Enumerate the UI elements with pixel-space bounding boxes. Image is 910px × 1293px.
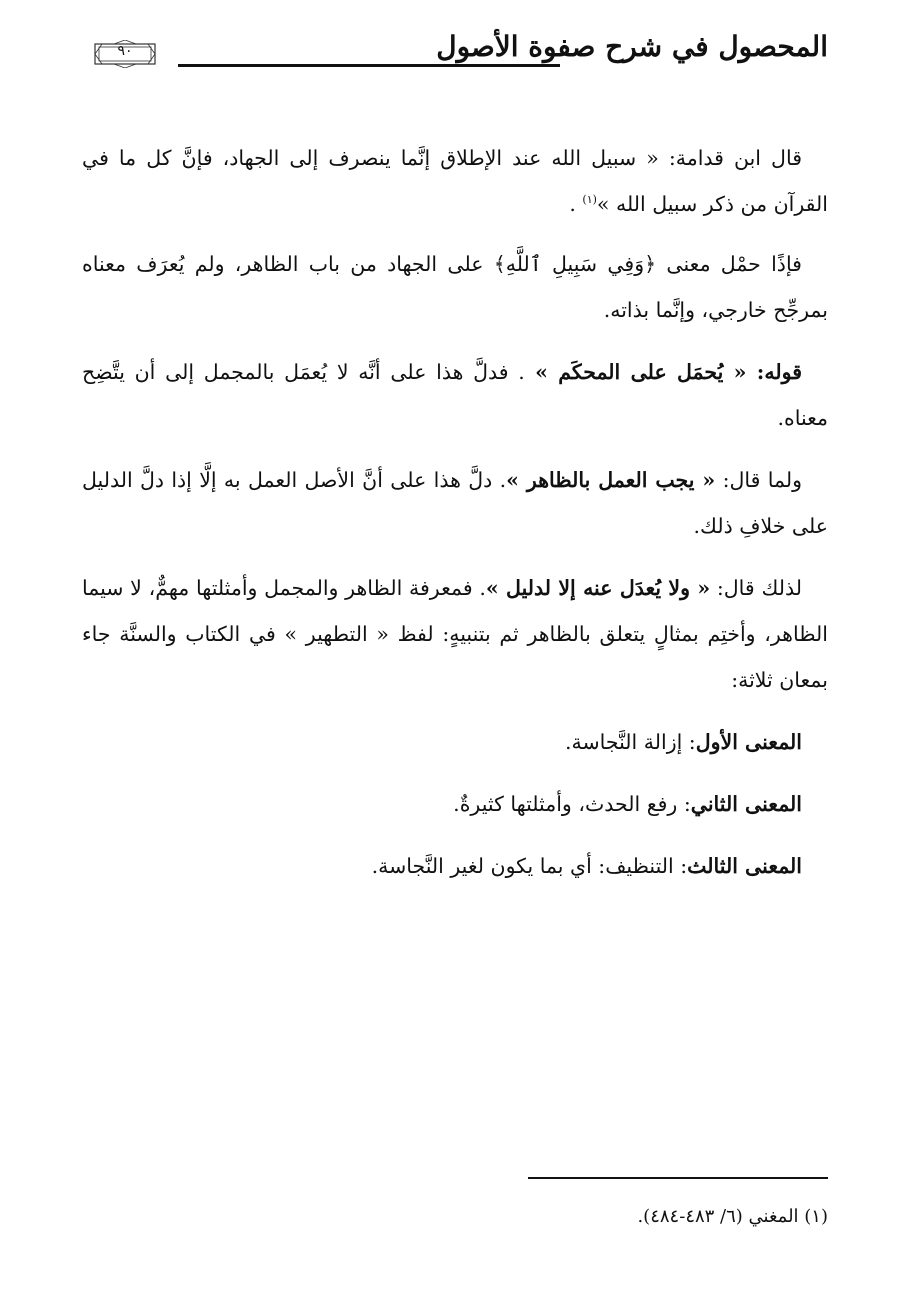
page-number-frame — [94, 40, 156, 68]
paragraph-text: على الجهاد من باب الظاهر، ولم يُعرَف معناه بمرجِّح خارجي، وإنَّما بذاته. — [82, 252, 828, 322]
footnote-reference: (١) — [582, 193, 597, 207]
meaning-text: : رفع الحدث، وأمثلتها كثيرةٌ. — [453, 792, 691, 816]
paragraph-text: فإذًا حمْل معنى — [656, 252, 802, 276]
quran-quote: ﴿وَفِي سَبِيلِ ٱللَّهِ﴾ — [493, 252, 657, 276]
paragraph-tathir — [82, 565, 828, 703]
paragraph-text: . دلَّ هذا على أنَّ الأصل العمل به إلَّا إذا دلَّ الدليل على خلافِ ذلك. — [82, 468, 828, 538]
meaning-item — [82, 719, 802, 765]
footnote: (١) المغني (٦/ ٤٨٣-٤٨٤). — [637, 1206, 828, 1227]
page-number: ٩٠ — [117, 43, 133, 59]
meaning-item — [82, 781, 802, 827]
meaning-label: المعنى الثالث — [687, 854, 802, 878]
paragraph-text: . فمعرفة الظاهر والمجمل وأمثلتها مهمٌّ، لا سيما الظاهر، وأختِم بمثالٍ يتعلق بالظاهر ثم بتنبيهٍ: لفظ « التطهير » في الكتاب والسنَّة جاء بمعان ثلاثة: — [82, 576, 828, 692]
meaning-label: المعنى الثاني — [690, 792, 802, 816]
matn-quote: « يُحمَل على المحكَم » — [524, 360, 757, 384]
meaning-item — [82, 843, 802, 889]
meaning-text: : إزالة النَّجاسة. — [564, 730, 696, 754]
meaning-text: : التنظيف: أي بما يكون لغير النَّجاسة. — [371, 854, 688, 878]
paragraph-jihad-meaning — [82, 241, 828, 333]
paragraph-text: . فدلَّ هذا على أنَّه لا يُعمَل بالمجمل إلى أن يتَّضِح معناه. — [82, 360, 828, 430]
footnote-rule — [528, 1177, 828, 1179]
matn-quote: « ولا يُعدَل عنه إلا لدليل » — [485, 576, 711, 600]
matn-quote: « يجب العمل بالظاهر » — [506, 468, 716, 492]
meaning-label: المعنى الأول — [695, 730, 802, 754]
paragraph-label: قوله: — [756, 360, 802, 384]
paragraph-zahir — [82, 457, 828, 549]
header-rule — [178, 64, 560, 67]
paragraph-muhkam — [82, 349, 828, 441]
paragraph-text: قال ابن قدامة: « سبيل الله عند الإطلاق إنَّما ينصرف إلى الجهاد، فإنَّ كل ما في القرآن من ذكر سبيل الله » — [82, 146, 828, 216]
book-title: المحصول في شرح صفوة الأصول — [436, 30, 828, 63]
page-header — [88, 26, 828, 86]
paragraph-text: ولما قال: — [715, 468, 803, 492]
body-text — [82, 135, 828, 905]
paragraph-end: . — [569, 192, 583, 216]
paragraph-ibn-qudamah — [82, 135, 828, 227]
paragraph-text: لذلك قال: — [710, 576, 802, 600]
